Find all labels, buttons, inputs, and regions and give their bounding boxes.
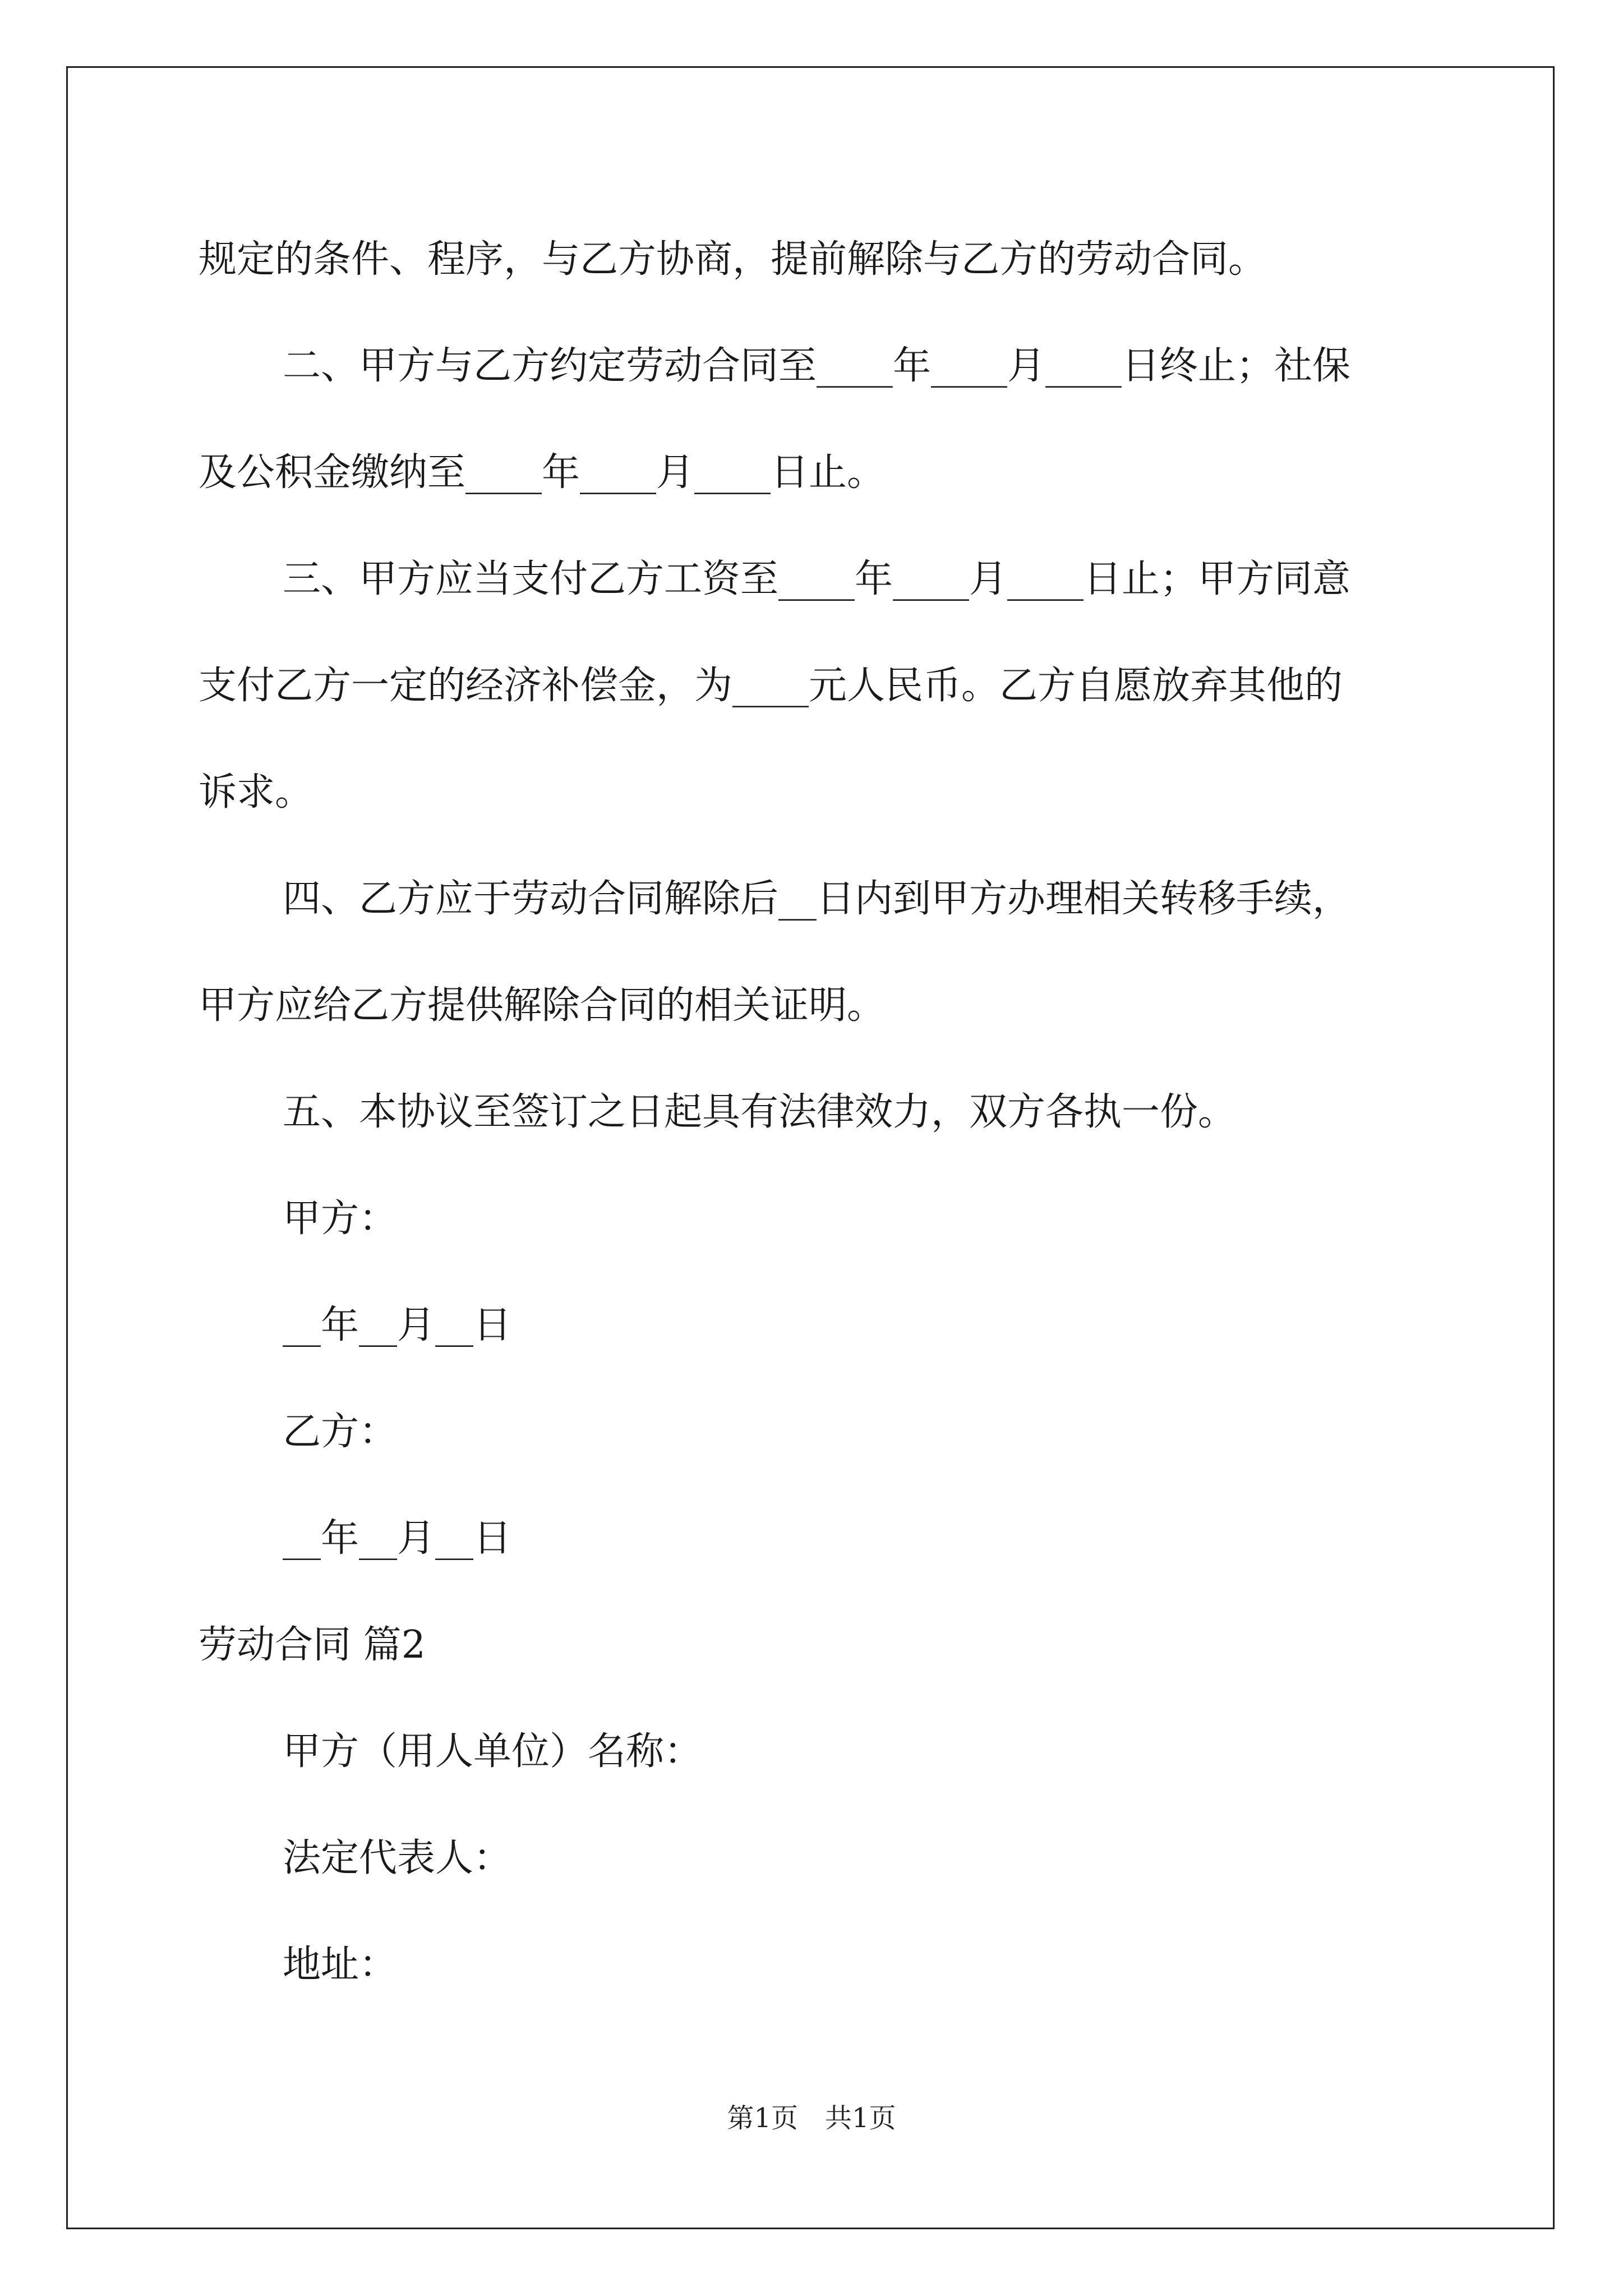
paragraph-line-5: 支付乙方一定的经济补偿金，为____元人民币。乙方自愿放弃其他的 <box>199 664 1343 708</box>
employer-name-label: 甲方（用人单位）名称： <box>283 1729 703 1774</box>
party-a-label: 甲方： <box>283 1197 398 1241</box>
paragraph-line-1: 规定的条件、程序，与乙方协商，提前解除与乙方的劳动合同。 <box>199 237 1267 282</box>
paragraph-line-8: 甲方应给乙方提供解除合同的相关证明。 <box>199 983 886 1028</box>
section-heading: 劳动合同 篇2 <box>199 1623 426 1667</box>
party-a-date: __年__月__日 <box>283 1303 512 1347</box>
paragraph-line-4: 三、甲方应当支付乙方工资至____年____月____日止；甲方同意 <box>283 557 1351 601</box>
paragraph-line-7: 四、乙方应于劳动合同解除后__日内到甲方办理相关转移手续， <box>283 877 1351 921</box>
address-label: 地址： <box>283 1943 398 1987</box>
party-b-label: 乙方： <box>283 1410 398 1454</box>
document-body <box>199 206 1432 2018</box>
paragraph-line-6: 诉求。 <box>199 770 313 815</box>
party-b-date: __年__月__日 <box>283 1516 512 1561</box>
page-number-footer: 第1页 共1页 <box>727 2102 896 2134</box>
paragraph-line-3: 及公积金缴纳至____年____月____日止。 <box>199 450 886 495</box>
legal-representative-label: 法定代表人： <box>283 1836 512 1880</box>
paragraph-line-9: 五、本协议至签订之日起具有法律效力，双方各执一份。 <box>283 1090 1237 1134</box>
paragraph-line-2: 二、甲方与乙方约定劳动合同至____年____月____日终止；社保 <box>283 344 1351 388</box>
